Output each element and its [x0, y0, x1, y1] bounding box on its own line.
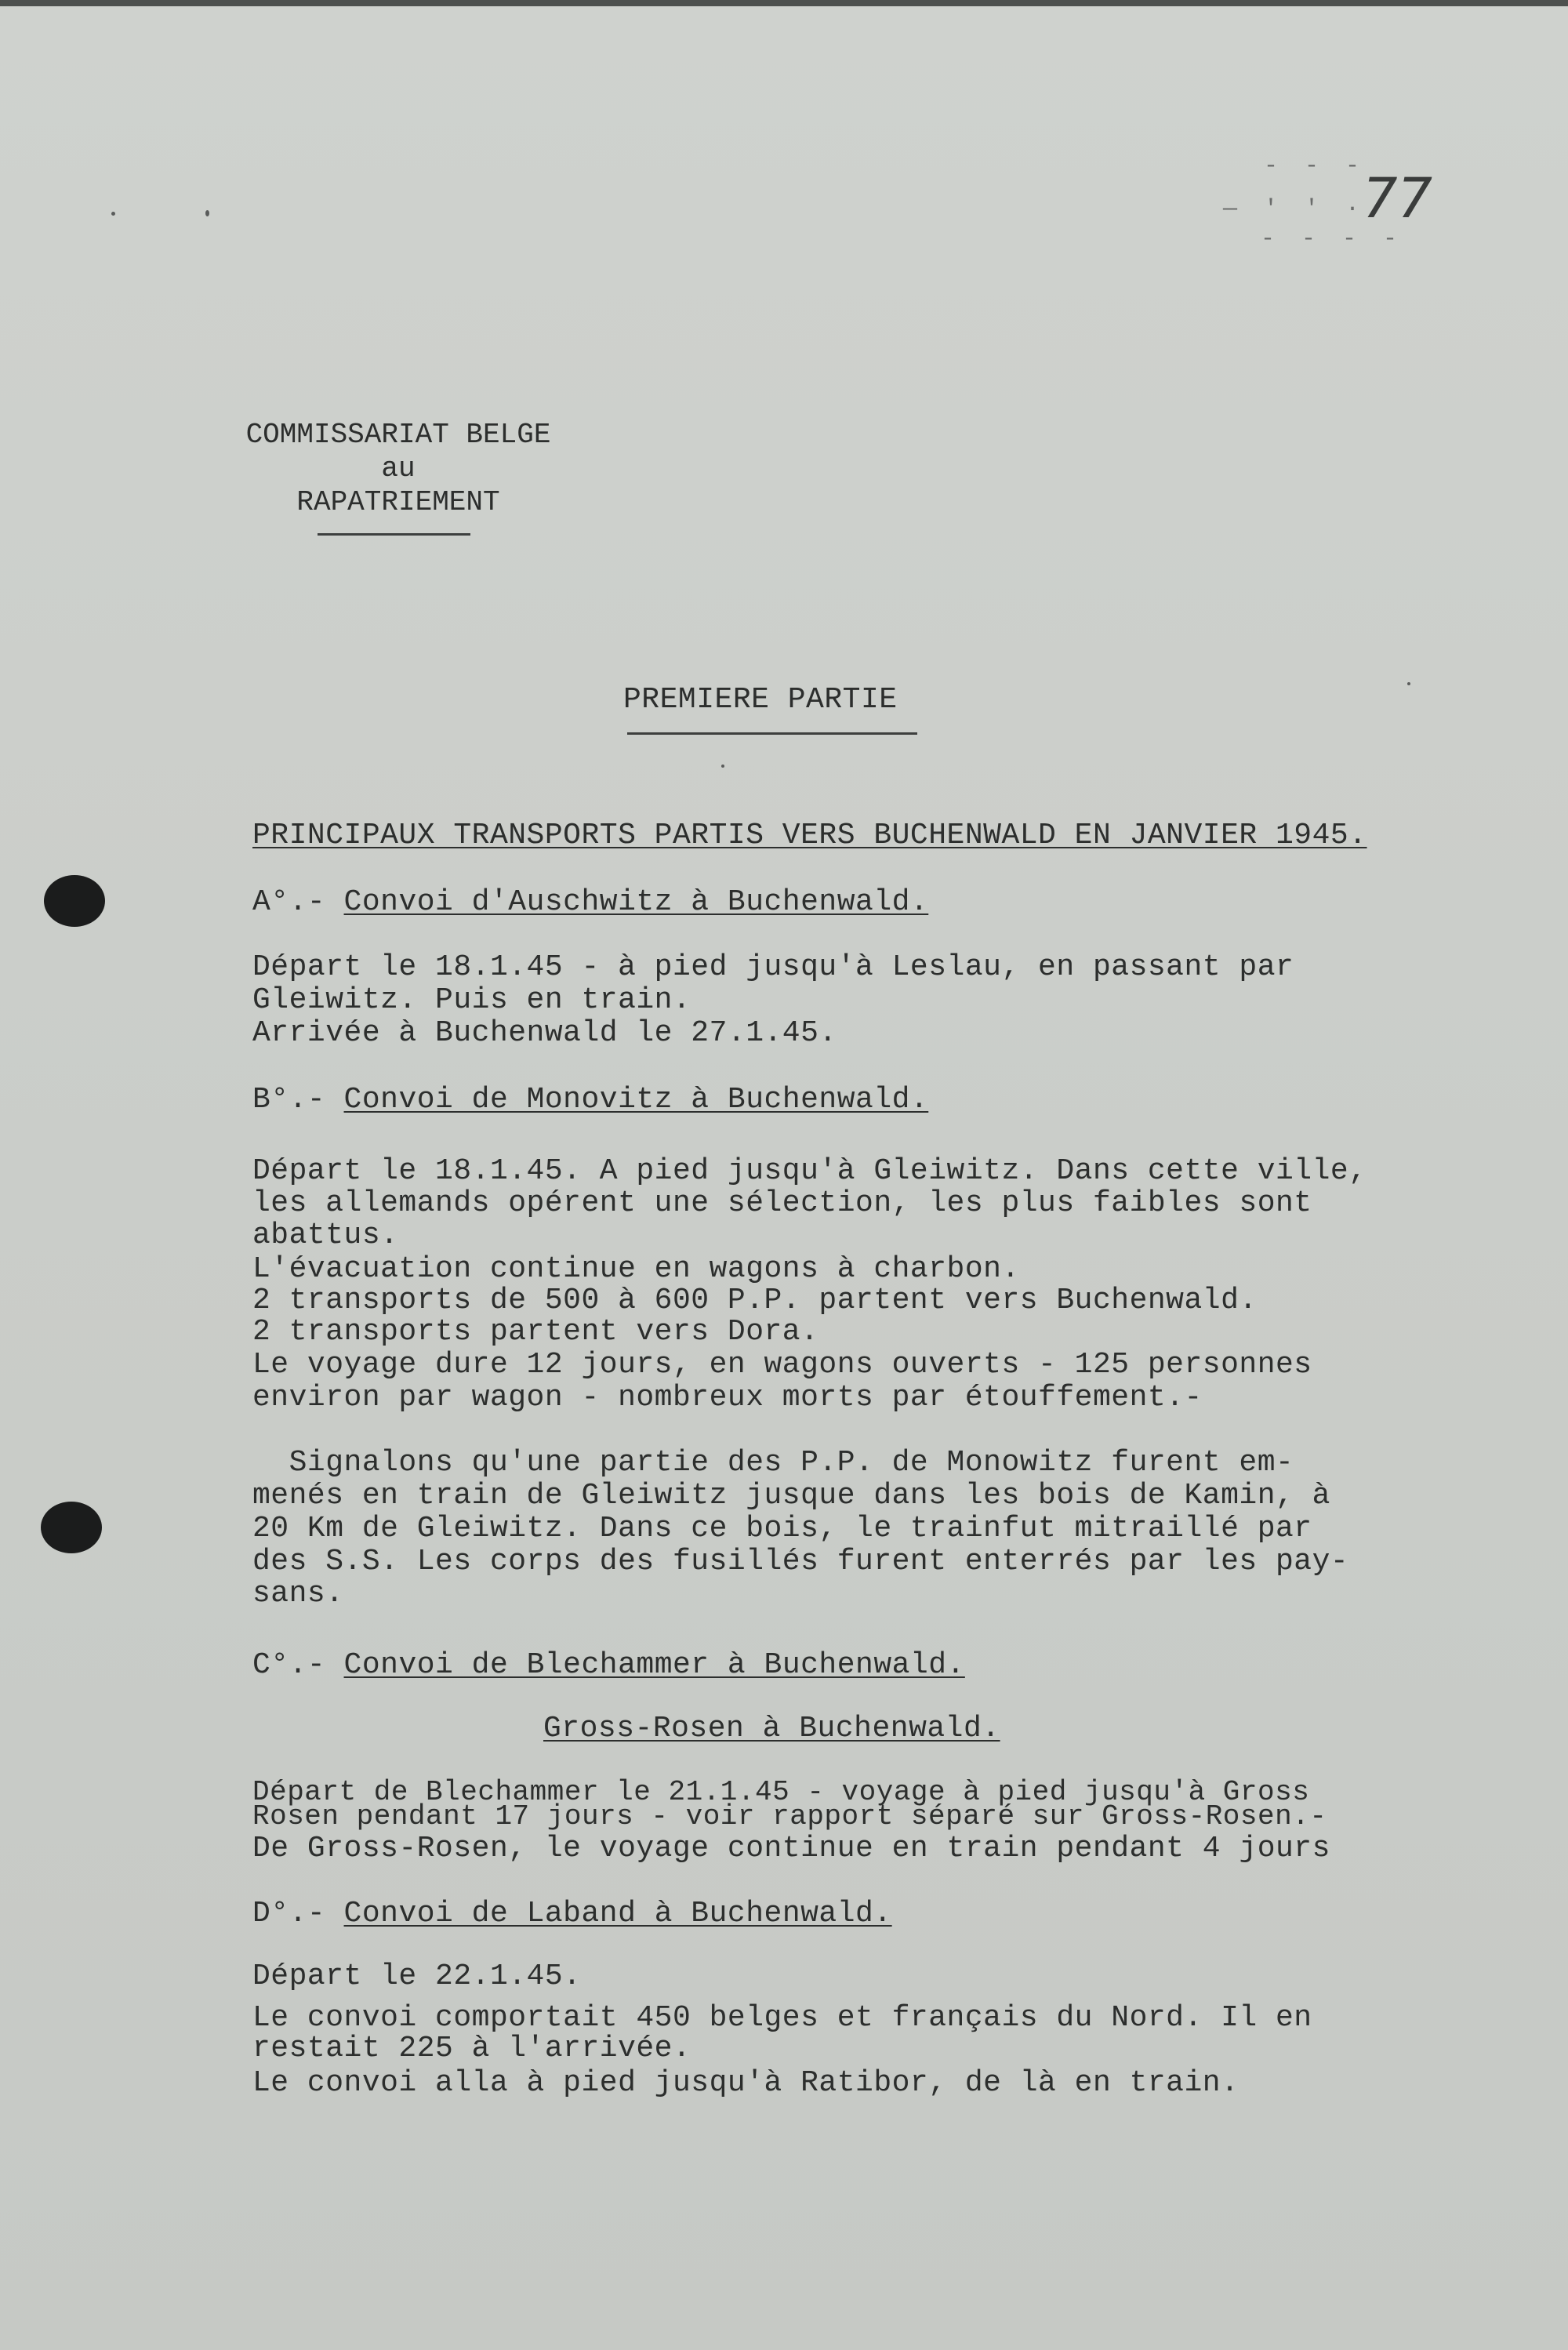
margin-marks: — ' ' ·	[1223, 196, 1367, 223]
section-d-heading	[252, 1898, 892, 1930]
text-line: Gleiwitz. Puis en train.	[252, 983, 691, 1017]
main-title: PRINCIPAUX TRANSPORTS PARTIS VERS BUCHENWALD EN JANVIER 1945.	[252, 819, 1367, 852]
text-line: Signalons qu'une partie des P.P. de Monowitz furent em-	[252, 1446, 1294, 1480]
text-line: L'évacuation continue en wagons à charbon.	[252, 1252, 1020, 1286]
text-line: les allemands opérent une sélection, les plus faibles sont	[252, 1186, 1312, 1220]
section-marker: B°.-	[252, 1083, 344, 1117]
header-line-1: COMMISSARIAT BELGE	[245, 419, 551, 451]
text-line: restait 225 à l'arrivée.	[252, 2032, 691, 2065]
page-number: 77	[1363, 166, 1433, 231]
paper-speck	[721, 765, 724, 768]
text-line: Le convoi alla à pied jusqu'à Ratibor, de là en train.	[252, 2066, 1240, 2100]
text-line: sans.	[252, 1577, 344, 1611]
text-line: 2 transports partent vers Dora.	[252, 1315, 819, 1349]
margin-marks: - - - -	[1261, 226, 1404, 252]
text-line: Départ le 18.1.45 - à pied jusqu'à Leslau, en passant par	[252, 950, 1294, 984]
paper-speck	[111, 212, 115, 216]
text-line: Départ le 22.1.45.	[252, 1960, 582, 1993]
margin-marks: - - -	[1264, 153, 1367, 180]
section-c-heading	[252, 1649, 965, 1682]
part-title: PREMIERE PARTIE	[623, 683, 898, 717]
section-marker: A°.-	[252, 885, 344, 919]
section-title: Convoi de Blechammer à Buchenwald.	[343, 1648, 965, 1682]
header-rule	[318, 533, 470, 536]
text-line: 2 transports de 500 à 600 P.P. partent vers Buchenwald.	[252, 1284, 1258, 1317]
text-line: menés en train de Gleiwitz jusque dans les bois de Kamin, à	[252, 1479, 1330, 1513]
punch-hole-mark	[44, 875, 105, 927]
text-line: Le convoi comportait 450 belges et français du Nord. Il en	[252, 2001, 1312, 2035]
text-line: environ par wagon - nombreux morts par étouffement.-	[252, 1381, 1203, 1415]
text-line: Arrivée à Buchenwald le 27.1.45.	[252, 1016, 837, 1050]
section-title: Convoi d'Auschwitz à Buchenwald.	[343, 885, 929, 919]
section-b-heading	[252, 1084, 928, 1117]
text-line: 20 Km de Gleiwitz. Dans ce bois, le trainfut mitraillé par	[252, 1512, 1312, 1545]
header-line-3: RAPATRIEMENT	[296, 486, 500, 518]
punch-hole-mark	[41, 1502, 102, 1553]
text-line: Rosen pendant 17 jours - voir rapport séparé sur Gross-Rosen.-	[252, 1800, 1327, 1832]
part-title-rule	[627, 732, 917, 735]
section-title: Convoi de Monovitz à Buchenwald.	[343, 1083, 929, 1117]
text-line: abattus.	[252, 1219, 399, 1252]
section-marker: C°.-	[252, 1648, 344, 1682]
section-a-heading	[252, 886, 928, 919]
page-top-edge	[0, 0, 1568, 6]
text-line: Départ de Blechammer le 21.1.45 - voyage à pied jusqu'à Gross	[252, 1776, 1310, 1808]
paper-speck	[1407, 682, 1410, 685]
text-line: De Gross-Rosen, le voyage continue en train pendant 4 jours	[252, 1832, 1330, 1865]
text-line: Le voyage dure 12 jours, en wagons ouverts - 125 personnes	[252, 1348, 1312, 1382]
section-marker: D°.-	[252, 1897, 344, 1930]
section-title: Convoi de Laband à Buchenwald.	[343, 1897, 892, 1930]
section-subtitle: Gross-Rosen à Buchenwald.	[543, 1712, 1000, 1745]
text-line: des S.S. Les corps des fusillés furent enterrés par les pay-	[252, 1545, 1349, 1578]
header-line-2: au	[381, 452, 416, 485]
paper-speck	[205, 210, 209, 216]
text-line: Départ le 18.1.45. A pied jusqu'à Gleiwitz. Dans cette ville,	[252, 1154, 1367, 1188]
